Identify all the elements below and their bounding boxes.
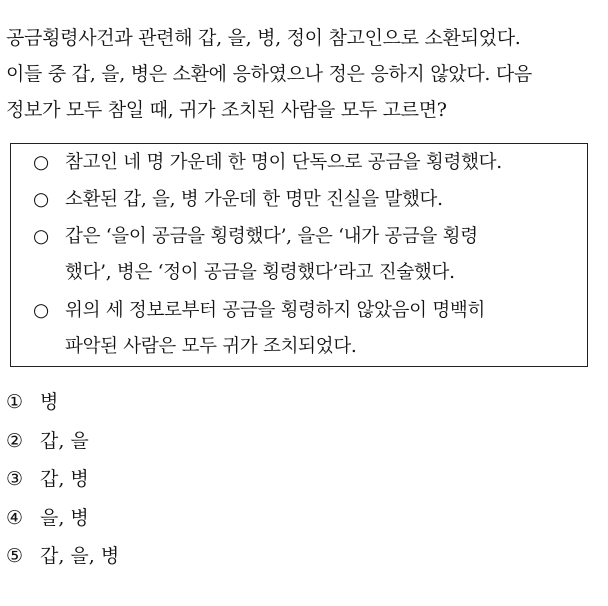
- condition-text: 갑은 ‘을이 공금을 횡령했다’, 을은 ‘내가 공금을 횡령: [65, 226, 478, 247]
- bullet-circle-icon: ○: [33, 226, 49, 247]
- bullet-circle-icon: ○: [33, 300, 49, 321]
- bullet-circle-icon: ○: [33, 189, 49, 210]
- question-line: 공금횡령사건과 관련해 갑, 을, 병, 정이 참고인으로 소환되었다.: [6, 27, 521, 49]
- bullet-circle-icon: ○: [33, 152, 49, 173]
- conditions-box: [10, 143, 588, 367]
- choice-text: 을, 병: [40, 506, 89, 529]
- question-stem: [6, 20, 604, 128]
- choice-number: ③: [6, 468, 24, 490]
- condition-text-continuation: 파악된 사람은 모두 귀가 조치되었다.: [65, 336, 357, 357]
- choice-1[interactable]: [6, 383, 119, 422]
- question-line: 정보가 모두 참일 때, 귀가 조치된 사람을 모두 고르면?: [6, 99, 447, 121]
- question-line: 이들 중 갑, 을, 병은 소환에 응하였으나 정은 응하지 않았다. 다음: [6, 63, 532, 85]
- condition-text: 위의 세 정보로부터 공금을 횡령하지 않았음이 명백히: [65, 300, 486, 321]
- choice-number: ②: [6, 429, 24, 452]
- choice-text: 갑, 병: [40, 468, 89, 490]
- choice-2[interactable]: [6, 422, 119, 461]
- choice-text: 병: [40, 391, 59, 413]
- choice-5[interactable]: [6, 537, 119, 576]
- choice-3[interactable]: [6, 460, 119, 499]
- choice-text: 갑, 을: [40, 429, 89, 452]
- choice-number: ①: [6, 391, 24, 413]
- choice-number: ④: [6, 506, 24, 529]
- condition-text: 소환된 갑, 을, 병 가운데 한 명만 진실을 말했다.: [65, 189, 443, 210]
- choice-text: 갑, 을, 병: [40, 545, 120, 567]
- condition-text-continuation: 했다’, 병은 ‘정이 공금을 횡령했다’라고 진술했다.: [65, 262, 455, 283]
- condition-text: 참고인 네 명 가운데 한 명이 단독으로 공금을 횡령했다.: [65, 152, 502, 173]
- choice-4[interactable]: [6, 499, 119, 538]
- choice-number: ⑤: [6, 545, 24, 567]
- answer-choices: [6, 383, 119, 576]
